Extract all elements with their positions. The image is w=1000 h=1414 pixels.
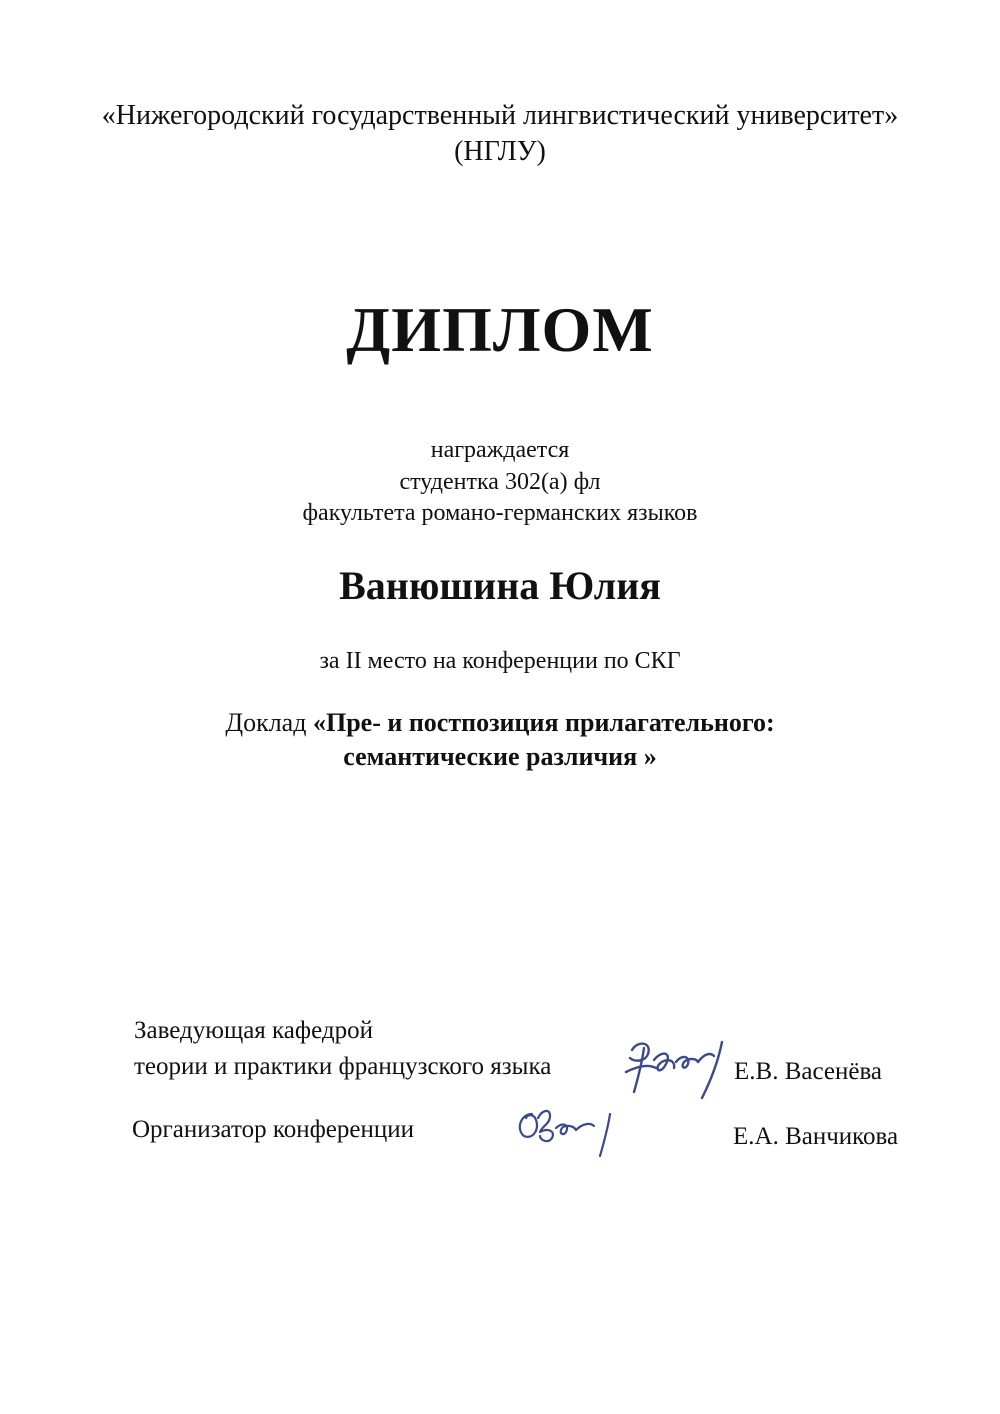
head-name: Е.В. Васенёва — [734, 1058, 883, 1085]
organizer-signature — [510, 1100, 625, 1160]
university-name: «Нижегородский государственный лингвистический университет» — [101, 100, 899, 131]
student-group: студентка 302(а) фл — [399, 469, 601, 495]
faculty-name: факультета романо-германских языков — [302, 500, 698, 526]
head-role-line-1: Заведующая кафедрой — [134, 1017, 373, 1044]
award-place: за II место на конференции по СКГ — [319, 648, 681, 674]
recipient-name: Ванюшина Юлия — [339, 563, 661, 608]
report-title-line-2: семантические различия » — [343, 742, 657, 771]
head-role-line-2: теории и практики французского языка — [134, 1053, 552, 1080]
diploma-title: ДИПЛОМ — [346, 294, 654, 365]
report-line-1 — [0, 706, 1000, 740]
report-title-line-1: «Пре- и постпозиция прилагательного: — [312, 708, 775, 737]
university-abbreviation: (НГЛУ) — [454, 136, 546, 167]
head-signature — [618, 1032, 738, 1102]
awarded-text: награждается — [430, 437, 570, 463]
organizer-name: Е.А. Ванчикова — [733, 1123, 899, 1150]
organizer-role: Организатор конференции — [132, 1116, 414, 1143]
report-label: Доклад — [225, 708, 313, 737]
